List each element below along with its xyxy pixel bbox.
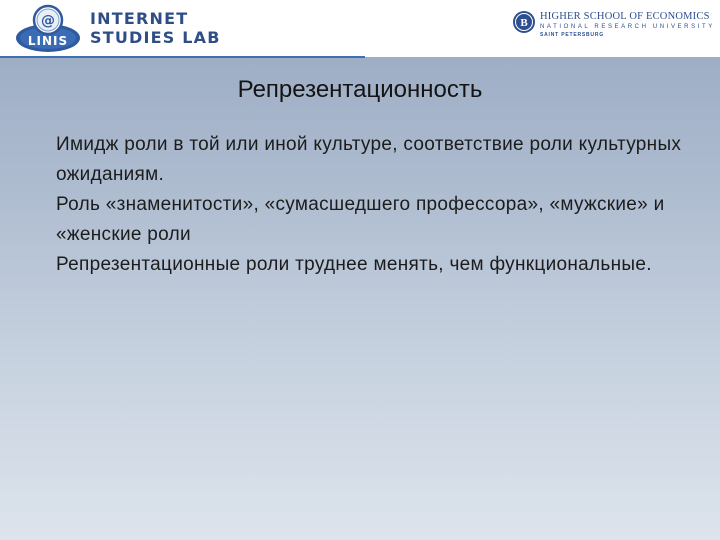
slide-title xyxy=(0,74,720,106)
lab-name-line2: STUDIES LAB xyxy=(90,28,221,47)
body-paragraph: Репрезентационные роли труднее менять, чем функциональные. xyxy=(56,254,652,275)
hse-emblem-icon xyxy=(512,10,536,34)
hse-logo-text xyxy=(540,11,715,39)
lab-name xyxy=(90,9,221,47)
body-paragraph: Роль «знаменитости», «сумасшедшего профессора», «мужские» и «женские роли xyxy=(56,194,665,245)
body-paragraph: Имидж роли в той или иной культуре, соответствие роли культурных ожиданиям. xyxy=(56,134,682,185)
hse-subtitle: NATIONAL RESEARCH UNIVERSITY xyxy=(540,24,715,30)
hse-campus: SAINT PETERSBURG xyxy=(540,32,604,38)
hse-name: HIGHER SCHOOL OF ECONOMICS xyxy=(540,11,710,22)
header-divider xyxy=(0,56,365,58)
at-icon: @ xyxy=(41,13,55,29)
slide-title-text: Репрезентационность xyxy=(237,76,483,103)
linis-logo-text: LINIS xyxy=(27,34,69,48)
slide-body xyxy=(56,130,696,280)
header-bar xyxy=(0,0,720,57)
svg-text:B: B xyxy=(520,17,528,29)
linis-logo xyxy=(14,4,82,54)
lab-name-line1: INTERNET xyxy=(90,9,189,28)
